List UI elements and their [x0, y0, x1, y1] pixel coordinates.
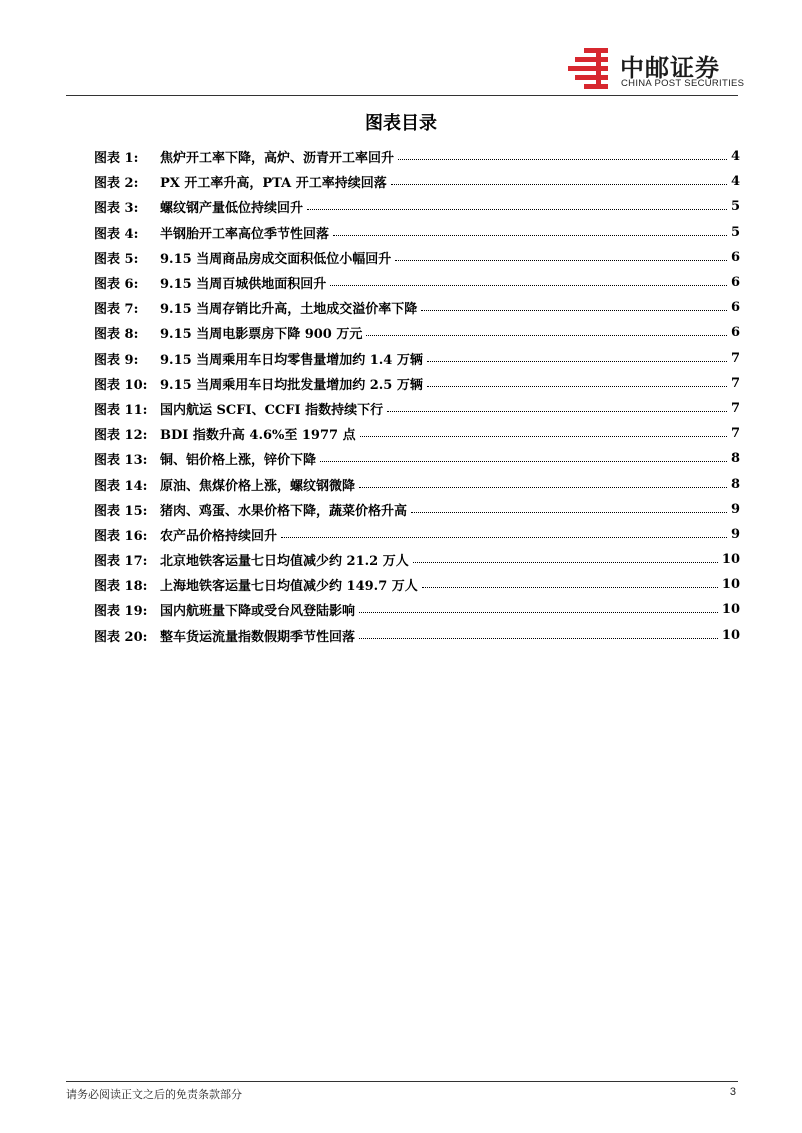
logo-english-name: CHINA POST SECURITIES	[621, 78, 745, 89]
toc-entry-label: 图表 17:	[94, 554, 148, 570]
toc-entry[interactable]	[94, 572, 740, 597]
toc-entry[interactable]	[94, 446, 740, 471]
toc-dot-leader	[421, 310, 727, 311]
toc-dot-leader	[320, 461, 727, 462]
toc-entry[interactable]	[94, 497, 740, 522]
footer-divider	[66, 1081, 738, 1082]
toc-entry[interactable]	[94, 320, 740, 345]
toc-entry-title[interactable]: 半钢胎开工率高位季节性回落	[160, 226, 330, 242]
toc-entry-page[interactable]: 6	[730, 275, 740, 291]
toc-entry-label: 图表 9:	[94, 352, 139, 368]
toc-entry-title[interactable]: 国内航班量下降或受台风登陆影响	[160, 604, 356, 620]
toc-dot-leader	[359, 612, 718, 613]
toc-dot-leader	[359, 638, 718, 639]
toc-entry[interactable]	[94, 522, 740, 547]
toc-entry-title[interactable]: 9.15 当周百城供地面积回升	[160, 277, 327, 293]
toc-entry-label: 图表 3:	[94, 201, 139, 217]
toc-entry-page[interactable]: 10	[721, 627, 740, 643]
toc-entry-page[interactable]: 10	[721, 602, 740, 618]
toc-entry-label: 图表 6:	[94, 277, 139, 293]
toc-dot-leader	[366, 335, 727, 336]
toc-entry-label: 图表 15:	[94, 503, 148, 519]
toc-entry-page[interactable]: 6	[730, 325, 740, 341]
toc-dot-leader	[427, 386, 727, 387]
toc-entry-title[interactable]: BDI 指数升高 4.6%至 1977 点	[160, 428, 356, 444]
toc-entry-page[interactable]: 6	[730, 249, 740, 265]
toc-entry[interactable]	[94, 623, 740, 648]
toc-entry[interactable]	[94, 169, 740, 194]
toc-entry-title[interactable]: 国内航运 SCFI、CCFI 指数持续下行	[160, 402, 384, 418]
toc-entry-page[interactable]: 7	[730, 350, 740, 366]
toc-entry-title[interactable]: 9.15 当周乘用车日均批发量增加约 2.5 万辆	[160, 377, 423, 393]
toc-entry-label: 图表 16:	[94, 528, 148, 544]
company-logo	[566, 46, 745, 92]
toc-entry[interactable]	[94, 220, 740, 245]
toc-entry[interactable]	[94, 346, 740, 371]
toc-entry-title[interactable]: 螺纹钢产量低位持续回升	[160, 201, 304, 217]
toc-entry-title[interactable]: PX 开工率升高，PTA 开工率持续回落	[160, 176, 387, 192]
toc-entry-title[interactable]: 农产品价格持续回升	[160, 528, 278, 544]
toc-entry-label: 图表 19:	[94, 604, 148, 620]
toc-dot-leader	[330, 285, 727, 286]
toc-entry[interactable]	[94, 245, 740, 270]
toc-entry-label: 图表 7:	[94, 302, 139, 318]
footer-disclaimer: 请务必阅读正文之后的免责条款部分	[66, 1088, 242, 1101]
toc-entry-page[interactable]: 5	[730, 224, 740, 240]
toc-entry-title[interactable]: 猪肉、鸡蛋、水果价格下降，蔬菜价格升高	[160, 503, 408, 519]
toc-entry[interactable]	[94, 396, 740, 421]
logo-chinese-name: 中邮证券	[620, 54, 720, 82]
toc-title: 图表目录	[365, 113, 437, 134]
toc-entry-label: 图表 18:	[94, 579, 148, 595]
toc-dot-leader	[391, 184, 727, 185]
toc-dot-leader	[307, 209, 727, 210]
toc-entry-title[interactable]: 9.15 当周商品房成交面积低位小幅回升	[160, 251, 392, 267]
toc-dot-leader	[281, 537, 727, 538]
toc-entry-page[interactable]: 7	[730, 426, 740, 442]
toc-entry[interactable]	[94, 597, 740, 622]
toc-entry-page[interactable]: 9	[730, 501, 740, 517]
toc-entry-title[interactable]: 焦炉开工率下降，高炉、沥青开工率回升	[160, 151, 395, 167]
toc-dot-leader	[333, 235, 727, 236]
toc-dot-leader	[422, 587, 718, 588]
toc-entry[interactable]	[94, 371, 740, 396]
toc-dot-leader	[360, 436, 727, 437]
toc-entry-page[interactable]: 5	[730, 199, 740, 215]
toc-entry-title[interactable]: 整车货运流量指数假期季节性回落	[160, 629, 356, 645]
toc-entry-page[interactable]: 9	[730, 526, 740, 542]
toc-entry[interactable]	[94, 270, 740, 295]
footer-page-number: 3	[729, 1086, 736, 1098]
toc-entry-title[interactable]: 原油、焦煤价格上涨，螺纹钢微降	[160, 478, 356, 494]
toc-entry[interactable]	[94, 471, 740, 496]
toc-entry[interactable]	[94, 194, 740, 219]
toc-entry-page[interactable]: 7	[730, 375, 740, 391]
toc-entry-label: 图表 11:	[94, 402, 148, 418]
toc-entry-label: 图表 13:	[94, 453, 148, 469]
toc-dot-leader	[359, 487, 727, 488]
toc-entry-label: 图表 12:	[94, 428, 148, 444]
toc-dot-leader	[395, 260, 727, 261]
toc-entry-title[interactable]: 北京地铁客运量七日均值减少约 21.2 万人	[160, 554, 409, 570]
toc-entry-label: 图表 20:	[94, 629, 148, 645]
toc-entry[interactable]	[94, 295, 740, 320]
toc-dot-leader	[387, 411, 727, 412]
toc-entry[interactable]	[94, 547, 740, 572]
toc-entry-page[interactable]: 4	[730, 174, 740, 190]
toc-entry-label: 图表 5:	[94, 251, 139, 267]
toc-entry-page[interactable]: 8	[730, 476, 740, 492]
toc-entry-page[interactable]: 6	[730, 300, 740, 316]
toc-entry-label: 图表 14:	[94, 478, 148, 494]
china-post-emblem-icon	[566, 46, 612, 92]
toc-entry-title[interactable]: 9.15 当周乘用车日均零售量增加约 1.4 万辆	[160, 352, 423, 368]
toc-entry-title[interactable]: 铜、铝价格上涨，锌价下降	[160, 453, 317, 469]
toc-dot-leader	[411, 512, 727, 513]
toc-entry-page[interactable]: 8	[730, 451, 740, 467]
toc-entry-label: 图表 1:	[94, 151, 139, 167]
toc-entry-label: 图表 4:	[94, 226, 139, 242]
toc-list	[94, 144, 740, 648]
toc-entry-label: 图表 2:	[94, 176, 139, 192]
toc-entry-label: 图表 8:	[94, 327, 139, 343]
toc-entry-title[interactable]: 9.15 当周电影票房下降 900 万元	[160, 327, 363, 343]
toc-entry[interactable]	[94, 144, 740, 169]
toc-entry-label: 图表 10:	[94, 377, 148, 393]
toc-entry[interactable]	[94, 421, 740, 446]
toc-entry-page[interactable]: 7	[730, 400, 740, 416]
toc-dot-leader	[398, 159, 727, 160]
toc-entry-page[interactable]: 4	[730, 149, 740, 165]
toc-entry-page[interactable]: 10	[721, 552, 740, 568]
toc-dot-leader	[413, 562, 718, 563]
toc-dot-leader	[427, 361, 727, 362]
toc-entry-page[interactable]: 10	[721, 577, 740, 593]
toc-entry-title[interactable]: 9.15 当周存销比升高，土地成交溢价率下降	[160, 302, 418, 318]
toc-entry-title[interactable]: 上海地铁客运量七日均值减少约 149.7 万人	[160, 579, 418, 595]
header-divider	[66, 95, 738, 96]
